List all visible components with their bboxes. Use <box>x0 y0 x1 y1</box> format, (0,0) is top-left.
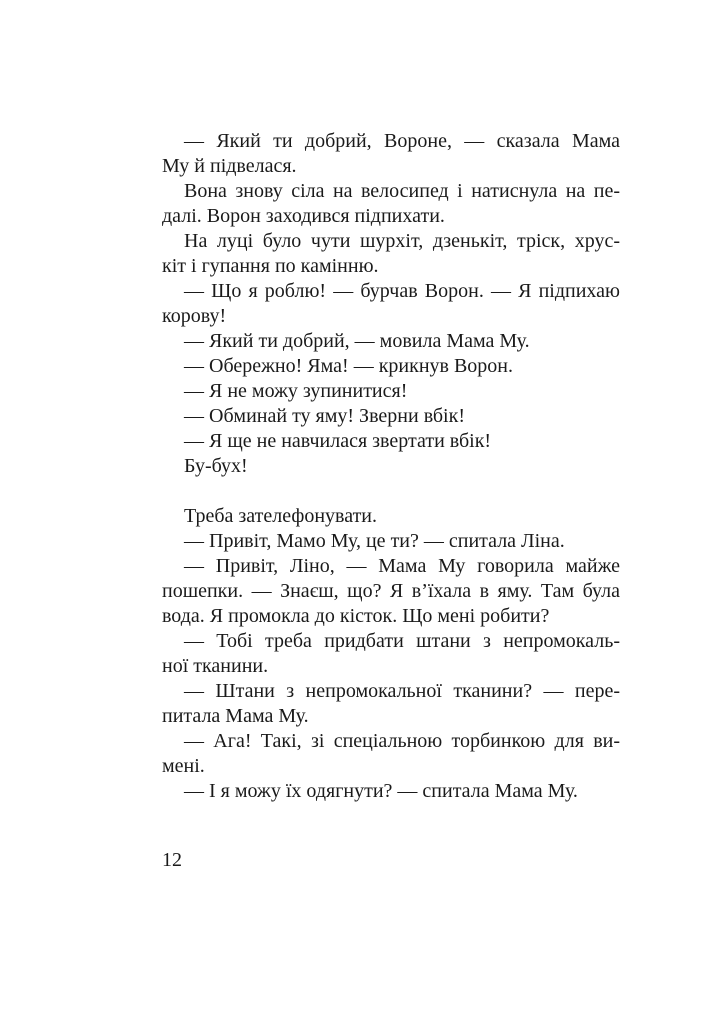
text-line: — Штани з непромокальної тканини? — пере- <box>184 680 620 702</box>
text-line: вода. Я промокла до кісток. Що мені робити? <box>162 605 550 627</box>
page-number: 12 <box>162 849 182 871</box>
text-line: — Ага! Такі, зі спеціальною торбинкою для ви- <box>184 730 620 752</box>
text-line: Бу-бух! <box>184 455 248 477</box>
text-line: — Тобі треба придбати штани з непромокаль- <box>184 630 620 652</box>
text-line: пошепки. — Знаєш, що? Я в’їхала в яму. Там була <box>162 580 620 602</box>
text-line: Треба зателефонувати. <box>184 505 378 527</box>
text-line: — Обминай ту яму! Зверни вбік! <box>184 405 465 427</box>
text-line: — Який ти добрий, Вороне, — сказала Мама <box>184 130 620 152</box>
blank-line <box>162 479 620 504</box>
text-line: Му й підвелася. <box>162 155 297 177</box>
text-line: На луці було чути шурхіт, дзенькіт, тріск, хрус- <box>184 230 620 252</box>
text-line: кіт і гупання по камінню. <box>162 255 379 277</box>
text-line: мені. <box>162 755 205 777</box>
text-line: питала Мама Му. <box>162 705 309 727</box>
text-line: Вона знову сіла на велосипед і натиснула на пе- <box>184 180 620 202</box>
text-line: — Я не можу зупинитися! <box>184 380 408 402</box>
text-line: — Що я роблю! — бурчав Ворон. — Я підпихаю <box>184 280 620 302</box>
text-line: — Я ще не навчилася звертати вбік! <box>184 430 492 452</box>
text-line: — Який ти добрий, — мовила Мама Му. <box>184 330 530 352</box>
text-line: — І я можу їх одягнути? — спитала Мама Му. <box>184 780 578 802</box>
text-line: — Привіт, Мамо Му, це ти? — спитала Ліна. <box>184 530 565 552</box>
text-line: — Обережно! Яма! — крикнув Ворон. <box>184 355 514 377</box>
text-line: — Привіт, Ліно, — Мама Му говорила майже <box>184 555 620 577</box>
text-line: далі. Ворон заходився підпихати. <box>162 205 445 227</box>
text-line: корову! <box>162 305 227 327</box>
page-body-text <box>162 129 620 804</box>
text-line: ної тканини. <box>162 655 269 677</box>
